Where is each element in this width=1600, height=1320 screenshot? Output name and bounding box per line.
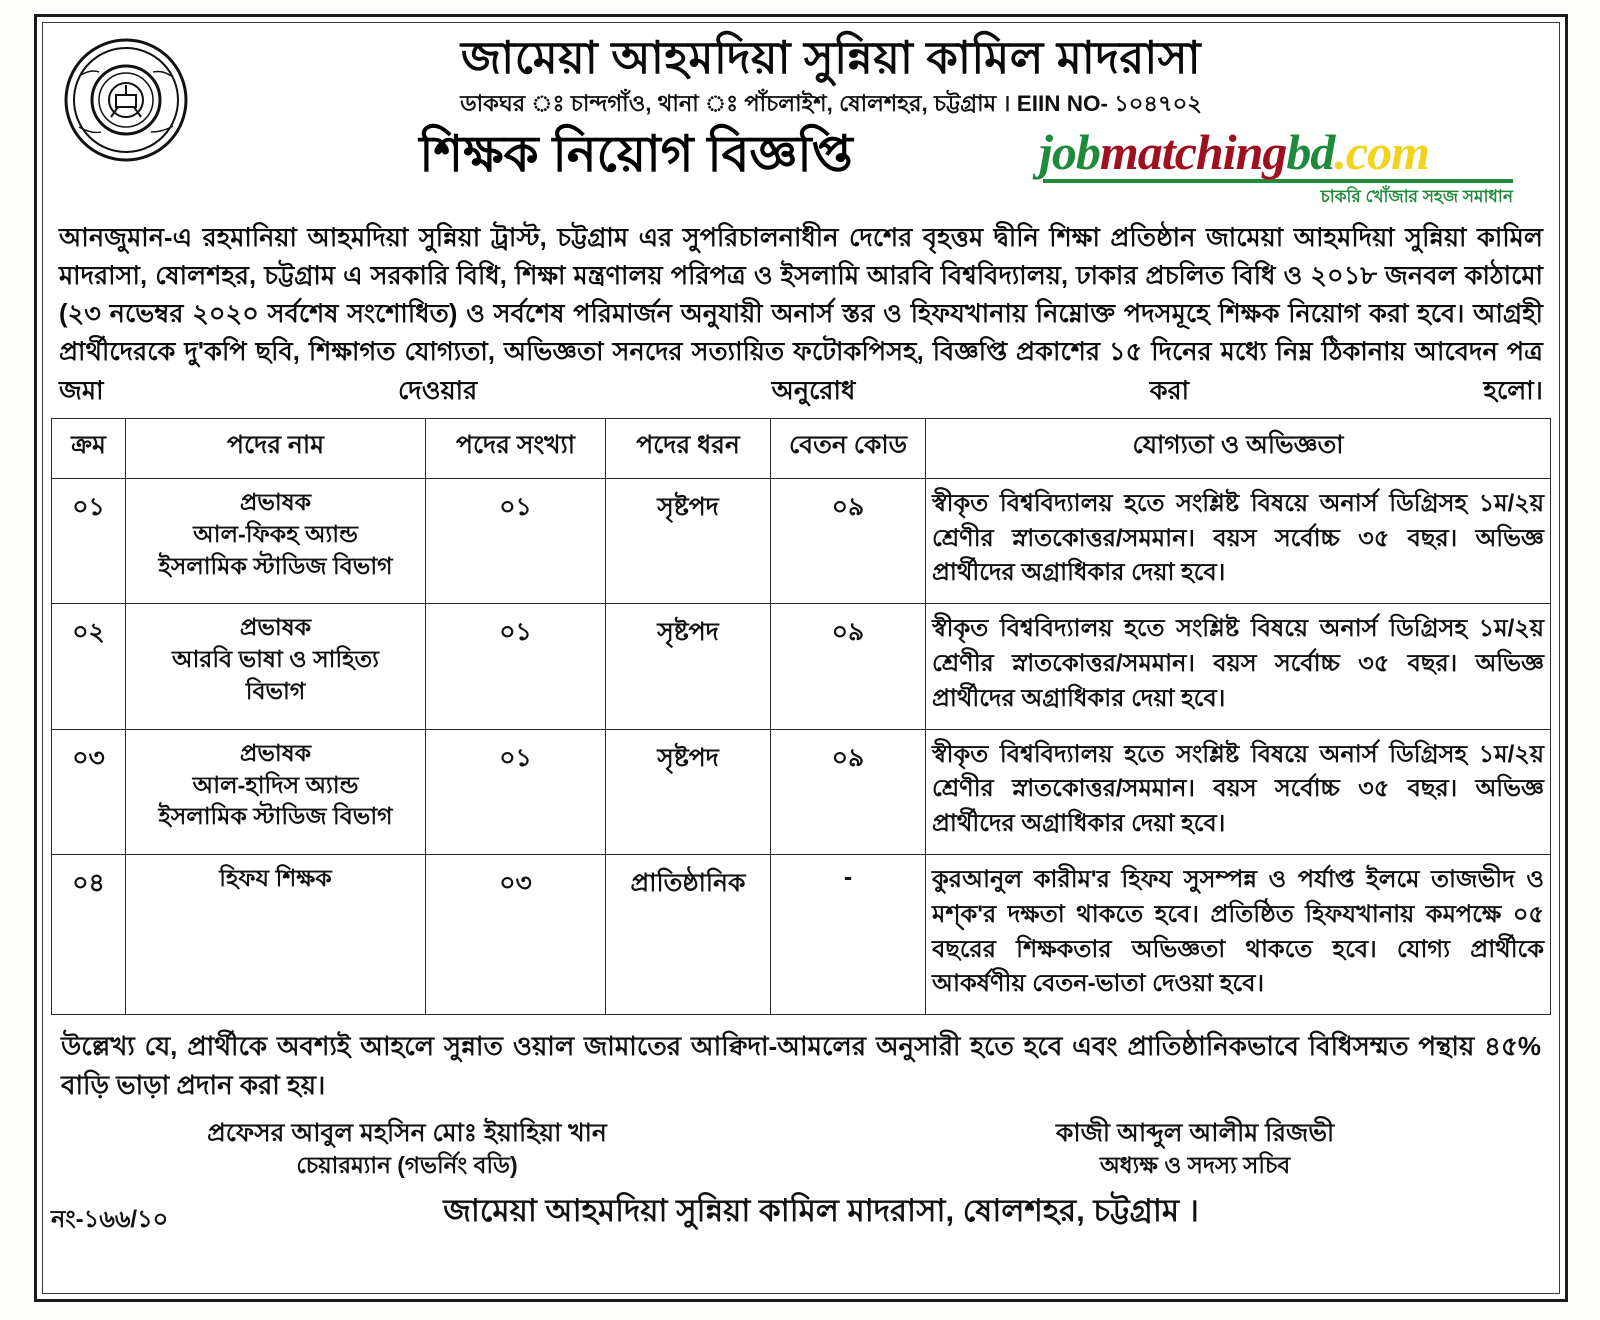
title-row [55, 121, 1547, 207]
col-header-post-count: পদের সংখ্যা [426, 418, 606, 478]
cell-serial: ০৪ [52, 854, 126, 1014]
cell-serial: ০২ [52, 604, 126, 729]
cell-qualification: স্বীকৃত বিশ্ববিদ্যালয় হতে সংশ্লিষ্ট বিষয়ে অনার্স ডিগ্রিসহ ১ম/২য় শ্রেণীর স্নাতকোত্তর/সমমান। বয়স সর্বোচ্চ ৩৫ বছর। অভিজ্ঞ প্রার্থীদের অগ্রাধিকার দেয়া হবে। [926, 729, 1551, 854]
cell-post-type: সৃষ্টপদ [606, 729, 771, 854]
post-dept-line2: ইসলামিক স্টাডিজ বিভাগ [158, 803, 393, 830]
col-header-salary-code: বেতন কোড [771, 418, 926, 478]
table-header-row [52, 418, 1551, 478]
post-dept-line2: বিভাগ [245, 678, 306, 705]
vacancy-table [51, 418, 1551, 1015]
cell-post-type: সৃষ্টপদ [606, 604, 771, 729]
cell-salary-code: ০৯ [771, 478, 926, 603]
table-row [52, 854, 1551, 1014]
brand-part-job: job [1039, 123, 1100, 180]
post-dept-line1: আরবি ভাষা ও সাহিত্য [172, 646, 379, 673]
cell-post-count: ০১ [426, 604, 606, 729]
chairman-name: প্রফেসর আবুল মহসিন মোঃ ইয়াহিয়া খান [207, 1119, 607, 1148]
cell-post-count: ০৩ [426, 854, 606, 1014]
brand-tagline: চাকরি খোঁজার সহজ সমাধান [1320, 186, 1513, 206]
reference-number: নং-১৬৬/১০ [51, 1205, 169, 1233]
cell-serial: ০৩ [52, 729, 126, 854]
cell-post-type: সৃষ্টপদ [606, 478, 771, 603]
signature-left [97, 1117, 717, 1181]
notice-header [37, 17, 1565, 209]
post-title: হিফয শিক্ষক [219, 864, 332, 891]
cell-qualification: স্বীকৃত বিশ্ববিদ্যালয় হতে সংশ্লিষ্ট বিষয়ে অনার্স ডিগ্রিসহ ১ম/২য় শ্রেণীর স্নাতকোত্তর/সমমান। বয়স সর্বোচ্চ ৩৫ বছর। অভিজ্ঞ প্রার্থীদের অগ্রাধিকার দেয়া হবে। [926, 604, 1551, 729]
post-title: প্রভাষক [239, 614, 312, 641]
cell-post-type: প্রাতিষ্ঠানিক [606, 854, 771, 1014]
brand-part-matching: matching [1099, 123, 1287, 180]
post-dept-line2: ইসলামিক স্টাডিজ বিভাগ [158, 552, 393, 579]
post-title: প্রভাষক [239, 739, 312, 766]
notice-sheet [34, 14, 1568, 1302]
bottom-line [37, 1187, 1565, 1245]
table-row [52, 604, 1551, 729]
cell-qualification: কুরআনুল কারীম'র হিফয সুসম্পন্ন ও পর্যাপ্ত ইলমে তাজভীদ ও মশ্‌ক'র দক্ষতা থাকতে হবে। প্রতিষ্ঠিত হিফযখানায় কমপক্ষে ০৫ বছরের শিক্ষকতার অভিজ্ঞতা থাকতে হবে। যোগ্য প্রার্থীকে আকর্ষণীয় বেতন-ভাতা দেওয়া হবে। [926, 854, 1551, 1014]
principal-role: অধ্যক্ষ ও সদস্য সচিব [1099, 1151, 1291, 1178]
brand-part-bd: bd [1286, 123, 1335, 180]
cell-salary-code: ০৯ [771, 729, 926, 854]
page-title: জামেয়া আহমদিয়া সুন্নিয়া কামিল মাদরাসা [460, 32, 1202, 83]
cell-serial: ০১ [52, 478, 126, 603]
post-dept-line1: আল-হাদিস অ্যান্ড [192, 771, 359, 798]
intro-paragraph: আনজুমান-এ রহমানিয়া আহমদিয়া সুন্নিয়া ট্রাস্ট, চট্টগ্রাম এর সুপরিচালনাধীন দেশের বৃহত্তম দ্বীনি শিক্ষা প্রতিষ্ঠান জামেয়া আহমদিয়া সুন্নিয়া কামিল মাদরাসা, ষোলশহর, চট্টগ্রাম এ সরকারি বিধি, শিক্ষা মন্ত্রণালয় পরিপত্র ও ইসলামি আরবি বিশ্ববিদ্যালয়, ঢাকার প্রচলিত বিধি ও ২০১৮ জনবল কাঠামো (২৩ নভেম্বর ২০২০ সর্বশেষ সংশোধিত) ও সর্বশেষ পরিমার্জন অনুযায়ী অনার্স স্তর ও হিফযখানায় নিম্নোক্ত পদসমূহে শিক্ষক নিয়োগ করা হবে। আগ্রহী প্রার্থীদেরকে দু'কপি ছবি, শিক্ষাগত যোগ্যতা, অভিজ্ঞতা সনদের সত্যায়িত ফটোকপিসহ, বিজ্ঞপ্তি প্রকাশের ১৫ দিনের মধ্যে নিম্ন ঠিকানায় আবেদন পত্র জমা দেওয়ার অনুরোধ করা হলো। [59, 223, 1543, 405]
principal-name: কাজী আব্দুল আলীম রিজভী [1055, 1119, 1335, 1148]
brand-part-com: .com [1334, 123, 1429, 180]
bottom-org-name: জামেয়া আহমদিয়া সুন্নিয়া কামিল মাদরাসা, ষোলশহর, চট্টগ্রাম । [443, 1192, 1199, 1228]
table-row [52, 478, 1551, 603]
cell-qualification: স্বীকৃত বিশ্ববিদ্যালয় হতে সংশ্লিষ্ট বিষয়ে অনার্স ডিগ্রিসহ ১ম/২য় শ্রেণীর স্নাতকোত্তর/সমমান। বয়স সর্বোচ্চ ৩৫ বছর। অভিজ্ঞ প্রার্থীদের অগ্রাধিকার দেয়া হবে। [926, 478, 1551, 603]
cell-post-name [126, 604, 426, 729]
table-row [52, 729, 1551, 854]
col-header-post-name: পদের নাম [126, 418, 426, 478]
org-address: ডাকঘর ঃ চান্দগাঁও, থানা ঃ পাঁচলাইশ, ষোলশহর, চট্টগ্রাম । EIIN NO- ১০৪৭০২ [460, 91, 1202, 117]
col-header-post-type: পদের ধরন [606, 418, 771, 478]
post-dept-line1: আল-ফিকহ অ্যান্ড [193, 520, 358, 547]
col-header-serial: ক্রম [52, 418, 126, 478]
cell-salary-code: ০৯ [771, 604, 926, 729]
signature-right [885, 1117, 1505, 1181]
col-header-qualification: যোগ্যতা ও অভিজ্ঞতা [926, 418, 1551, 478]
notice-main-title: শিক্ষক নিয়োগ বিজ্ঞপ্তি [419, 125, 853, 182]
cell-post-name [126, 729, 426, 854]
cell-post-name [126, 854, 426, 1014]
chairman-role: চেয়ারম্যান (গভর্নিং বডি) [296, 1151, 518, 1178]
cell-post-count: ০১ [426, 478, 606, 603]
signature-area [37, 1107, 1565, 1181]
jobmatchingbd-logo[interactable] [1039, 123, 1529, 212]
cell-post-count: ০১ [426, 729, 606, 854]
cell-salary-code: - [771, 854, 926, 1014]
post-title: প্রভাষক [239, 488, 312, 515]
cell-post-name [126, 478, 426, 603]
vacancy-table-wrap [37, 418, 1565, 1015]
footer-note: উল্লেখ্য যে, প্রার্থীকে অবশ্যই আহলে সুন্নাত ওয়াল জামাতের আক্বিদা-আমলের অনুসারী হতে হবে এবং প্রাতিষ্ঠানিকভাবে বিধিসম্মত পন্থায় ৪৫% বাড়ি ভাড়া প্রদান করা হয়। [61, 1031, 1541, 1101]
